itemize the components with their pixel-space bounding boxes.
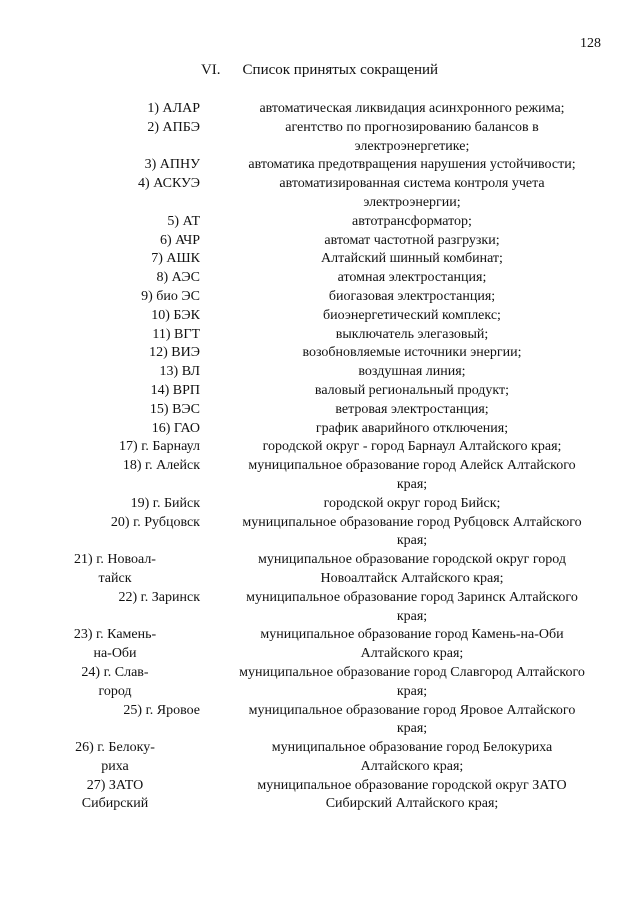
- item-number: 9 ): [141, 289, 156, 304]
- abbreviation-text: г. Алейск: [145, 458, 200, 474]
- abbreviation-first-line: [138, 176, 200, 191]
- abbreviation-row: [0, 307, 639, 326]
- definition-line: валовый региональный продукт;: [314, 382, 510, 398]
- abbreviation-term: [0, 777, 200, 815]
- abbreviation-definition: [214, 156, 610, 175]
- abbreviation-continuation: город: [98, 683, 132, 699]
- abbreviation-definition: [214, 213, 610, 232]
- abbreviation-text: АПНУ: [159, 157, 200, 173]
- abbreviation-first-line: [74, 627, 156, 642]
- abbreviation-term: [0, 702, 200, 740]
- item-number: 8 ): [156, 270, 171, 285]
- abbreviation-term: [0, 269, 200, 288]
- abbreviation-row: [0, 401, 639, 420]
- abbreviation-text: ЗАТО: [108, 777, 144, 793]
- abbreviation-row: [0, 156, 639, 175]
- abbreviation-term: [0, 589, 200, 627]
- abbreviation-definition: [214, 363, 610, 382]
- abbreviation-text: г. Бийск: [152, 495, 200, 511]
- item-number: 15 ): [150, 402, 172, 417]
- definition-line: электроэнергии;: [363, 194, 461, 210]
- abbreviation-term: [0, 326, 200, 345]
- definition-line: биогазовая электростанция;: [328, 288, 496, 304]
- abbreviation-term: [0, 457, 200, 495]
- definition-line: Алтайского края;: [360, 646, 464, 662]
- abbreviation-definition: [214, 288, 610, 307]
- definition-line: график аварийного отключения;: [315, 420, 509, 436]
- abbreviation-text: БЭК: [173, 307, 200, 323]
- definition-line: агентство по прогнозированию балансов в: [285, 119, 539, 135]
- abbreviation-first-line: [151, 383, 200, 398]
- item-number: 21 ): [74, 552, 96, 567]
- abbreviation-continuation: тайск: [98, 570, 132, 586]
- abbreviation-row: [0, 589, 639, 627]
- abbreviation-row: [0, 269, 639, 288]
- abbreviation-text: ГАО: [173, 420, 200, 436]
- abbreviation-text: ВЛ: [181, 364, 200, 380]
- item-number: 12 ): [149, 345, 171, 360]
- definition-line: края;: [396, 721, 428, 737]
- item-number: 24 ): [81, 665, 103, 680]
- definition-line: края;: [396, 533, 428, 549]
- abbreviation-first-line: [151, 308, 200, 323]
- abbreviation-row: [0, 363, 639, 382]
- abbreviation-row: [0, 438, 639, 457]
- abbreviation-row: [0, 551, 639, 589]
- abbreviation-definition: [214, 326, 610, 345]
- abbreviation-term: [0, 551, 200, 589]
- abbreviation-definition: [214, 777, 610, 815]
- definition-line: муниципальное образование город Камень-на-Оби: [260, 627, 564, 643]
- item-number: 18 ): [123, 458, 145, 473]
- abbreviation-row: [0, 739, 639, 777]
- abbreviation-term: [0, 213, 200, 232]
- abbreviation-row: [0, 232, 639, 251]
- definition-line: автомат частотной разгрузки;: [324, 232, 500, 248]
- abbreviation-text: г. Барнаул: [141, 439, 200, 455]
- abbreviation-text: ВИЭ: [171, 345, 200, 361]
- abbreviation-row: [0, 382, 639, 401]
- abbreviation-text: ВРП: [172, 382, 200, 398]
- item-number: 23 ): [74, 627, 96, 642]
- abbreviation-definition: [214, 495, 610, 514]
- abbreviation-continuation: риха: [101, 758, 129, 774]
- definition-line: ветровая электростанция;: [335, 401, 489, 417]
- definition-line: городской округ город Бийск;: [323, 495, 501, 511]
- item-number: 16 ): [152, 421, 174, 436]
- definition-line: Новоалтайск Алтайского края;: [320, 570, 504, 586]
- abbreviation-row: [0, 514, 639, 552]
- abbreviation-text: г. Слав-: [103, 664, 149, 680]
- abbreviation-text: АСКУЭ: [153, 176, 200, 192]
- abbreviation-text: ВГТ: [174, 326, 200, 342]
- abbreviation-definition: [214, 307, 610, 326]
- definition-line: муниципальное образование город Рубцовск Алтайского: [242, 514, 582, 530]
- item-number: 17 ): [119, 439, 141, 454]
- section-number: VI.: [200, 62, 221, 78]
- abbreviation-first-line: [160, 233, 200, 248]
- definition-line: края;: [396, 683, 428, 699]
- abbreviation-row: [0, 457, 639, 495]
- abbreviation-text: г. Яровое: [145, 702, 200, 718]
- abbreviation-term: [0, 156, 200, 175]
- abbreviation-first-line: [160, 364, 200, 379]
- abbreviation-term: [0, 307, 200, 326]
- abbreviation-list: [0, 100, 639, 814]
- abbreviation-row: [0, 777, 639, 815]
- definition-line: атомная электростанция;: [337, 270, 487, 286]
- definition-line: муниципальное образование город Белокуриха: [271, 740, 553, 756]
- abbreviation-first-line: [118, 590, 200, 605]
- item-number: 14 ): [151, 383, 173, 398]
- abbreviation-term: [0, 438, 200, 457]
- abbreviation-text: АТ: [182, 213, 200, 229]
- definition-line: выключатель элегазовый;: [335, 326, 489, 342]
- definition-line: Алтайского края;: [360, 758, 464, 774]
- definition-line: автоматическая ликвидация асинхронного режима;: [259, 101, 565, 116]
- definition-line: муниципальное образование город Заринск Алтайского: [246, 589, 578, 605]
- abbreviation-definition: [214, 702, 610, 740]
- abbreviation-row: [0, 175, 639, 213]
- abbreviation-first-line: [119, 439, 200, 454]
- definition-line: Сибирский Алтайского края;: [325, 796, 499, 812]
- abbreviation-row: [0, 664, 639, 702]
- abbreviation-definition: [214, 250, 610, 269]
- abbreviation-definition: [214, 626, 610, 664]
- abbreviation-definition: [214, 100, 610, 119]
- abbreviation-continuation: на-Оби: [93, 646, 137, 662]
- definition-line: муниципальное образование город Алейск Алтайского: [248, 458, 576, 474]
- section-title: [0, 62, 639, 79]
- abbreviation-definition: [214, 589, 610, 627]
- abbreviation-definition: [214, 344, 610, 363]
- item-number: 25 ): [123, 703, 145, 718]
- abbreviation-term: [0, 514, 200, 552]
- abbreviation-text: г. Рубцовск: [133, 514, 200, 530]
- abbreviation-term: [0, 363, 200, 382]
- abbreviation-text: АЧР: [175, 232, 200, 248]
- abbreviation-first-line: [74, 552, 156, 567]
- abbreviation-term: [0, 119, 200, 157]
- abbreviation-first-line: [156, 270, 200, 285]
- abbreviation-definition: [214, 232, 610, 251]
- definition-line: муниципальное образование городской округ ЗАТО: [257, 777, 567, 793]
- abbreviation-term: [0, 664, 200, 702]
- definition-line: края;: [396, 476, 428, 492]
- abbreviation-row: [0, 495, 639, 514]
- section-title-text: Список принятых сокращений: [242, 62, 439, 78]
- abbreviation-first-line: [141, 289, 200, 304]
- abbreviation-row: [0, 100, 639, 119]
- definition-line: электроэнергетике;: [354, 138, 470, 154]
- abbreviation-first-line: [87, 778, 144, 793]
- abbreviation-definition: [214, 551, 610, 589]
- definition-line: края;: [396, 608, 428, 624]
- abbreviation-definition: [214, 664, 610, 702]
- item-number: 19 ): [131, 496, 153, 511]
- abbreviation-first-line: [149, 345, 200, 360]
- abbreviation-term: [0, 401, 200, 420]
- abbreviation-term: [0, 288, 200, 307]
- item-number: 6 ): [160, 233, 175, 248]
- item-number: 3 ): [145, 157, 160, 172]
- abbreviation-first-line: [131, 496, 200, 511]
- abbreviation-first-line: [75, 740, 155, 755]
- abbreviation-text: АЛАР: [162, 101, 200, 116]
- abbreviation-first-line: [145, 157, 200, 172]
- abbreviation-row: [0, 288, 639, 307]
- item-number: 26 ): [75, 740, 97, 755]
- definition-line: муниципальное образование город Славгород Алтайского: [239, 664, 585, 680]
- item-number: 27 ): [87, 778, 109, 793]
- abbreviation-text: АШК: [166, 251, 200, 267]
- abbreviation-definition: [214, 739, 610, 777]
- abbreviation-first-line: [167, 214, 200, 229]
- abbreviation-text: г. Новоал-: [96, 552, 156, 568]
- abbreviation-text: ВЭС: [172, 401, 200, 417]
- definition-line: муниципальное образование городской округ город: [258, 552, 566, 568]
- abbreviation-text: г. Заринск: [140, 589, 200, 605]
- abbreviation-text: г. Белоку-: [97, 740, 155, 756]
- abbreviation-row: [0, 119, 639, 157]
- abbreviation-first-line: [151, 251, 200, 266]
- abbreviation-definition: [214, 457, 610, 495]
- abbreviation-term: [0, 232, 200, 251]
- abbreviation-term: [0, 344, 200, 363]
- definition-line: городской округ - город Барнаул Алтайского края;: [262, 439, 562, 455]
- item-number: 13 ): [160, 364, 182, 379]
- definition-line: Алтайский шинный комбинат;: [321, 251, 503, 267]
- definition-line: муниципальное образование город Яровое Алтайского: [248, 702, 576, 718]
- abbreviation-row: [0, 326, 639, 345]
- abbreviation-term: [0, 420, 200, 439]
- abbreviation-definition: [214, 401, 610, 420]
- abbreviation-definition: [214, 175, 610, 213]
- abbreviation-first-line: [147, 101, 200, 116]
- abbreviation-continuation: Сибирский: [81, 796, 149, 812]
- item-number: 22 ): [118, 590, 140, 605]
- abbreviation-text: АПБЭ: [162, 119, 200, 135]
- abbreviation-term: [0, 175, 200, 213]
- abbreviation-first-line: [123, 458, 200, 473]
- item-number: 2 ): [147, 120, 162, 135]
- abbreviation-first-line: [81, 665, 148, 680]
- abbreviation-row: [0, 344, 639, 363]
- item-number: 20 ): [111, 515, 133, 530]
- abbreviation-term: [0, 100, 200, 119]
- item-number: 10 ): [151, 308, 173, 323]
- item-number: 1 ): [147, 101, 162, 116]
- item-number: 5 ): [167, 214, 182, 229]
- abbreviation-row: [0, 213, 639, 232]
- abbreviation-row: [0, 626, 639, 664]
- abbreviation-first-line: [123, 703, 200, 718]
- abbreviation-first-line: [111, 515, 200, 530]
- definition-line: автоматизированная система контроля учета: [279, 176, 545, 192]
- item-number: 4 ): [138, 176, 153, 191]
- abbreviation-text: АЭС: [171, 270, 200, 286]
- definition-line: биоэнергетический комплекс;: [323, 307, 501, 323]
- item-number: 7 ): [151, 251, 166, 266]
- abbreviation-definition: [214, 119, 610, 157]
- abbreviation-first-line: [147, 120, 200, 135]
- abbreviation-definition: [214, 420, 610, 439]
- definition-line: автотрансформатор;: [352, 213, 472, 229]
- abbreviation-definition: [214, 269, 610, 288]
- abbreviation-definition: [214, 438, 610, 457]
- abbreviation-term: [0, 626, 200, 664]
- abbreviation-row: [0, 420, 639, 439]
- definition-line: автоматика предотвращения нарушения устойчивости;: [248, 157, 576, 173]
- abbreviation-term: [0, 739, 200, 777]
- abbreviation-term: [0, 382, 200, 401]
- item-number: 11 ): [152, 327, 174, 342]
- abbreviation-text: г. Камень-: [96, 627, 157, 643]
- abbreviation-row: [0, 702, 639, 740]
- abbreviation-definition: [214, 382, 610, 401]
- abbreviation-term: [0, 495, 200, 514]
- abbreviation-row: [0, 250, 639, 269]
- page-number: 128: [580, 36, 601, 51]
- abbreviation-first-line: [152, 421, 200, 436]
- abbreviation-definition: [214, 514, 610, 552]
- definition-line: воздушная линия;: [358, 364, 466, 380]
- definition-line: возобновляемые источники энергии;: [302, 345, 522, 361]
- abbreviation-term: [0, 250, 200, 269]
- abbreviation-text: био ЭС: [156, 288, 200, 304]
- abbreviation-first-line: [150, 402, 200, 417]
- abbreviation-first-line: [152, 327, 200, 342]
